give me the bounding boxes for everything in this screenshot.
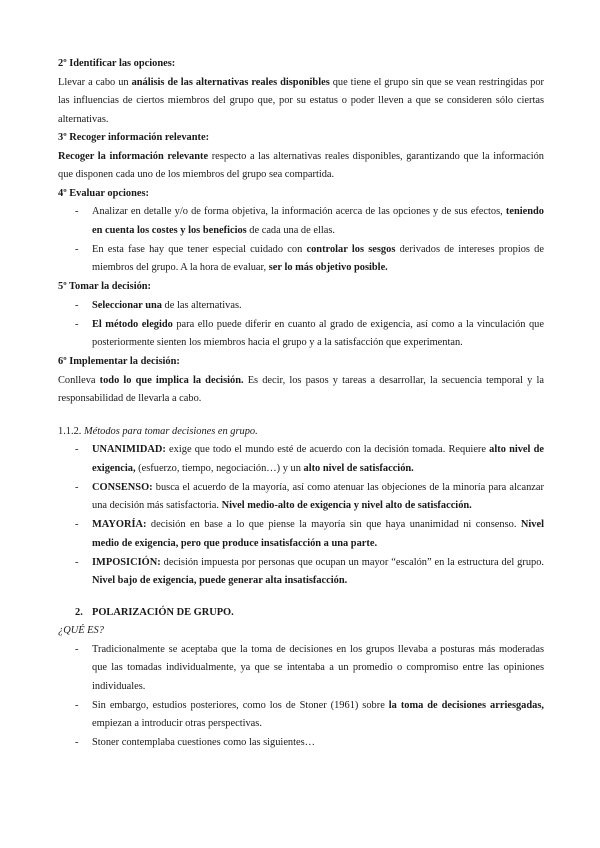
step3-paragraph: Recoger la información relevante respecto a las alternativas reales disponibles, garantizando que la información que disponen cada uno de los miembros del grupo sea compartida. xyxy=(58,150,544,180)
step2-paragraph: Llevar a cabo un análisis de las alternativas reales disponibles que tiene el grupo sin que se vean restringidas por las influencias de ciertos miembros del grupo que, por su estatus o poder lleven a que se consideren sólo ciertas alternativas. xyxy=(58,76,545,125)
step5-heading: 5º Tomar la decisión: xyxy=(58,281,152,292)
polarization-list xyxy=(58,641,544,753)
list-item: - UNANIMIDAD: exige que todo el mundo esté de acuerdo con la decisión tomada. Requiere alto nivel de exigencia, (esfuerzo, tiempo, negociación…) y un alto nivel de satisfacción. xyxy=(75,444,544,474)
step4-heading: 4º Evaluar opciones: xyxy=(58,187,149,199)
section-subheading: ¿QUÉ ES? xyxy=(58,625,104,636)
step5-list xyxy=(58,297,544,353)
step3-heading: 3º Recoger información relevante: xyxy=(58,132,210,143)
list-item: - En esta fase hay que tener especial cuidado con controlar los sesgos derivados de intereses propios de miembros del grupo. A la hora de evaluar, ser lo más objetivo posible. xyxy=(75,243,544,273)
document-page xyxy=(58,55,544,753)
list-item: - CONSENSO: busca el acuerdo de la mayoría, así como atenuar las objeciones de la minoría para alcanzar una decisión más satisfactoria. Nivel medio-alto de exigencia y nivel alto de satisfacción. xyxy=(75,481,544,511)
section-heading: 2. POLARIZACIÓN DE GRUPO. xyxy=(75,606,234,618)
methods-heading: 1.1.2. Métodos para tomar decisiones en grupo. xyxy=(58,425,258,437)
list-item: - Seleccionar una de las alternativas. xyxy=(75,299,242,311)
list-item: - MAYORÍA: decisión en base a lo que piense la mayoría sin que haya unanimidad ni consenso. Nivel medio de exigencia, pero que produce insatisfacción a una parte. xyxy=(75,519,544,549)
list-item: - El método elegido para ello puede diferir en cuanto al grado de exigencia, así como a la vinculación que posteriormente sienten los miembros hacia el grupo y a la satisfacción que experimentan. xyxy=(75,318,544,348)
step2-heading: 2º Identificar las opciones: xyxy=(58,58,176,69)
step6-heading: 6º Implementar la decisión: xyxy=(58,356,180,367)
list-item: - Stoner contemplaba cuestiones como las siguientes… xyxy=(75,737,316,748)
list-item: - IMPOSICIÓN: decisión impuesta por personas que ocupan un mayor “escalón” en la estructura del grupo. Nivel bajo de exigencia, puede generar alta insatisfacción. xyxy=(75,556,544,586)
methods-list xyxy=(58,441,544,591)
list-item: - Tradicionalmente se aceptaba que la toma de decisiones en los grupos llevaba a posturas más moderadas que las tomadas individualmente, ya que se intentaba a un promedio o compromiso entre las opiniones individuales. xyxy=(75,643,544,692)
list-item: - Sin embargo, estudios posteriores, como los de Stoner (1961) sobre la toma de decisiones arriesgadas, empiezan a introducir otras perspectivas. xyxy=(75,699,544,729)
step4-list xyxy=(58,203,544,278)
step6-paragraph: Conlleva todo lo que implica la decisión. Es decir, los pasos y tareas a desarrollar, la secuencia temporal y la responsabilidad de llevarla a cabo. xyxy=(58,374,544,404)
list-item: - Analizar en detalle y/o de forma objetiva, la información acerca de las opciones y de sus efectos, teniendo en cuenta los costes y los beneficios de cada una de ellas. xyxy=(75,206,544,236)
